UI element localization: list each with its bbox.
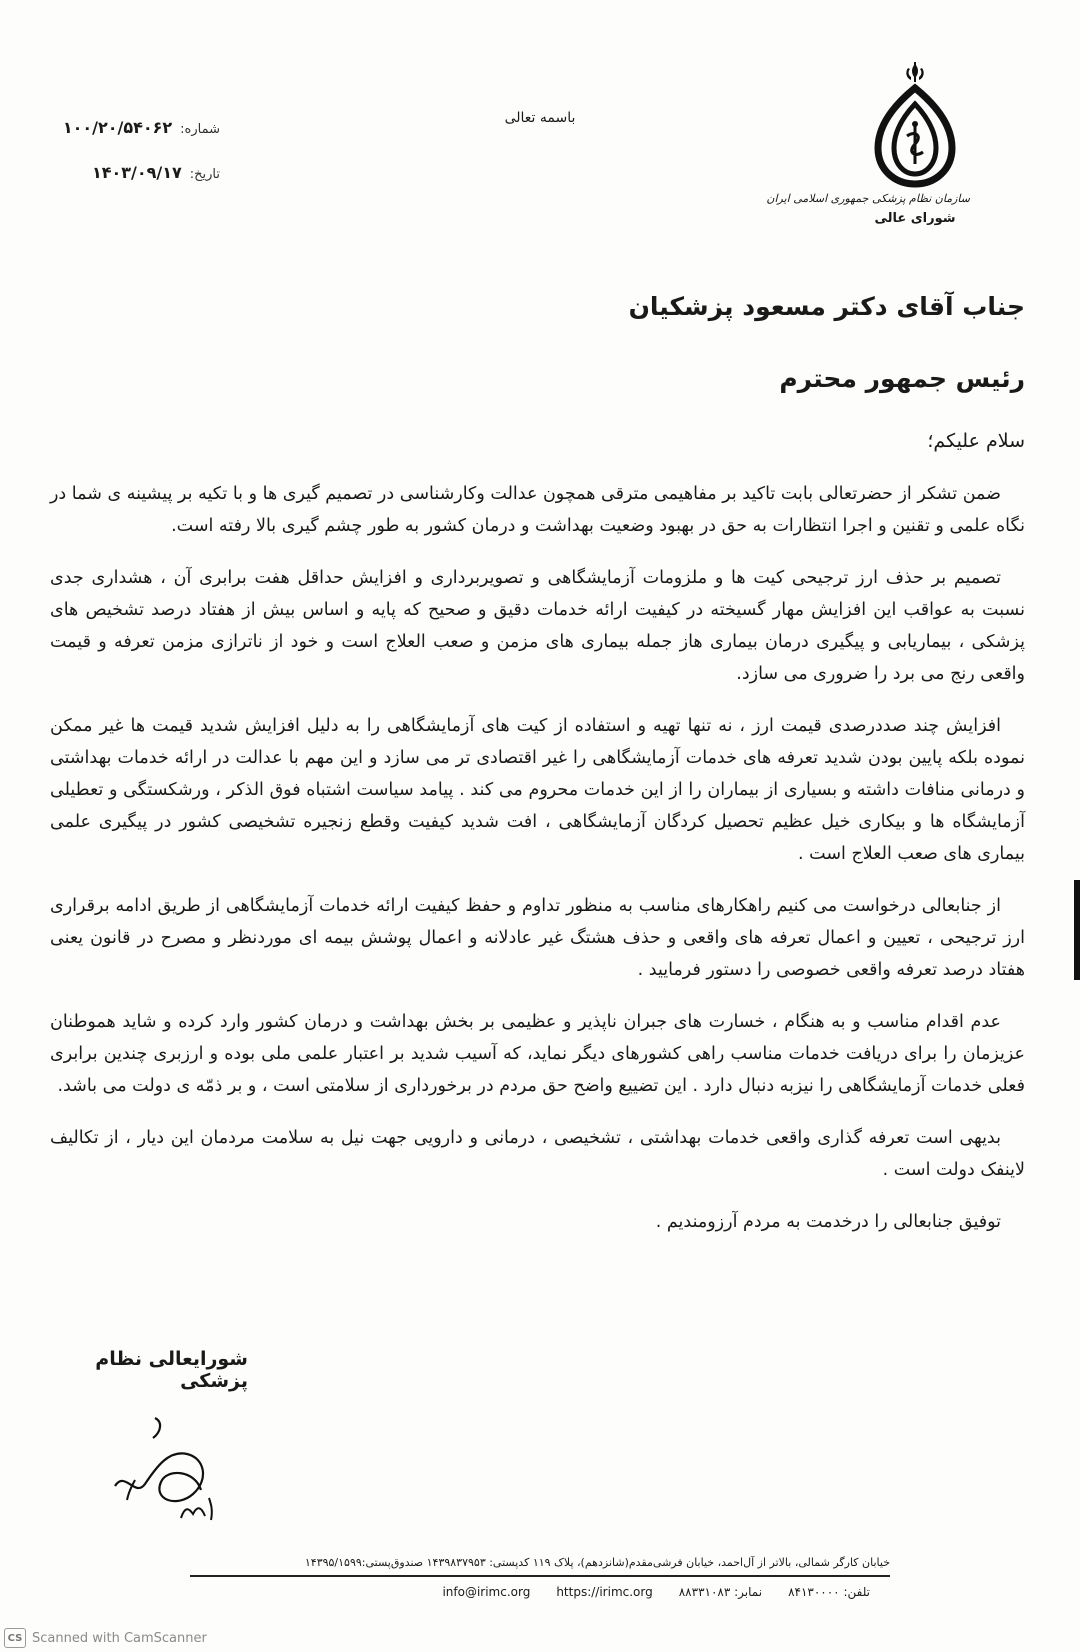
closing-line: توفیق جنابعالی را درخدمت به مردم آرزومندیم . xyxy=(655,1212,1001,1232)
footer-divider xyxy=(190,1575,890,1577)
scanner-watermark xyxy=(4,1628,207,1648)
body-paragraph: بدیهی است تعرفه گذاری واقعی خدمات بهداشتی ، تشخیصی ، درمانی و دارویی جهت نیل به سلامت مردمان این دیار ، از تکالیف لاینفک دولت است . xyxy=(50,1128,1025,1180)
body-paragraph: عدم اقدام مناسب و به هنگام ، خسارت های جبران ناپذیر و عظیمی بر بخش بهداشت و درمان کشور وارد کرده و شاید هموطنان عزیزمان را برای دریافت خدمات مناسب راهی کشورهای دیگر نماید، که آسیب شدید بر اعتبار علمی ملی بوده و ارزبری چندین برابری فعلی خدمات آزمایشگاهی را نیزبه دنبال دارد . این تضییع واضح حق مردم در برخورداری از سلامتی است ، و بر ذمّه ی دولت می باشد. xyxy=(50,1012,1025,1096)
footer-website-link[interactable]: https://irimc.org xyxy=(556,1585,653,1599)
letter-date-row xyxy=(40,163,220,182)
irimc-emblem-icon xyxy=(872,60,958,190)
camscanner-logo-icon: CS xyxy=(4,1628,26,1648)
footer-fax: نمابر: ۸۸۳۳۱۰۸۳ xyxy=(678,1585,763,1599)
body-paragraph: افزایش چند صددرصدی قیمت ارز ، نه تنها تهیه و استفاده از کیت های آزمایشگاهی را به دلیل افزایش شدید قیمت ها غیر ممکن نموده بلکه پایین بودن شدید تعرفه های خدمات آزمایشگاهی را غیر اقتصادی تر می سازد و این مهم با عدالت در ارائه خدمات بهداشتی و درمانی منافات داشته و بسیاری از بیماران را از این خدمات محروم می کند . پیامد سیاست اشتباه فوق الذکر ، ورشکستگی و تعطیلی آزمایشگاه ها و بیکاری خیل عظیم تحصیل کردگان آزمایشگاهی ، افت شدید کیفیت وقطع زنجیره تشخیصی کشور در پیگیری علمی بیماری های صعب العلاج است . xyxy=(50,716,1025,864)
salutation: سلام علیکم؛ xyxy=(927,430,1025,452)
letter-number-row xyxy=(40,118,220,137)
logo-block xyxy=(766,60,970,226)
letter-body xyxy=(50,478,1025,1258)
organization-subunit: شورای عالی xyxy=(874,211,956,226)
scanner-watermark-text: Scanned with CamScanner xyxy=(32,1630,207,1646)
letter-footer xyxy=(190,1556,890,1599)
body-paragraph: ضمن تشکر از حضرتعالی بابت تاکید بر مفاهیمی مترقی همچون عدالت وکارشناسی در تصمیم گیری ها و با تکیه بر پیشینه ی شما در نگاه علمی و تقنین و اجرا انتظارات به حق در بهبود وضعیت بهداشت و درمان کشور به طور چشم گیری بالا رفته است. xyxy=(49,484,1025,536)
scan-edge-mark xyxy=(1074,880,1080,980)
organization-name: سازمان نظام پزشکی جمهوری اسلامی ایران xyxy=(766,192,970,205)
sender-name: شورایعالی نظام پزشکی xyxy=(95,1348,248,1392)
recipient-name: جناب آقای دکتر مسعود پزشکیان xyxy=(628,292,1025,321)
body-paragraph: تصمیم بر حذف ارز ترجیحی کیت ها و ملزومات آزمایشگاهی و تصویربرداری و افزایش حداقل هفت برابری آن ، هشداری جدی نسبت به عواقب این افزایش مهار گسیخته در کیفیت ارائه خدمات دقیق و صحیح که پایه و اساس بیش از هفتاد درصد تشخیص های پزشکی ، بیماریابی و پیگیری درمان بیماری هاز جمله بیماری های مزمن و صعب العلاج است و خود از ناترازی مزمن تعرفه و قیمت واقعی رنج می برد را ضروری می سازد. xyxy=(50,568,1025,684)
footer-contacts xyxy=(190,1585,890,1599)
letter-number-value: ۱۰۰/۲۰/۵۴۰۶۲ xyxy=(62,118,173,137)
footer-phone: تلفن: ۸۴۱۳۰۰۰۰ xyxy=(788,1585,870,1599)
letter-number-label: شماره: xyxy=(180,122,220,137)
footer-email-link[interactable]: info@irimc.org xyxy=(442,1585,531,1599)
letter-meta xyxy=(40,118,220,208)
letter-date-value: ۱۴۰۳/۰۹/۱۷ xyxy=(91,163,182,182)
recipient-title: رئیس جمهور محترم xyxy=(779,364,1025,393)
body-paragraph: از جنابعالی درخواست می کنیم راهکارهای مناسب به منظور تداوم و حفظ کیفیت ارائه خدمات آزمایشگاهی از طریق ادامه برقراری ارز ترجیحی ، تعیین و اعمال تعرفه های واقعی و حذف هشتگ غیر عادلانه و اعمال پوشش بیمه ای موردنظر و مصرح در قانون یعنی هفتاد درصد تعرفه واقعی خصوصی را دستور فرمایید . xyxy=(50,896,1025,980)
letter-date-label: تاریخ: xyxy=(189,167,220,182)
bismillah-heading: باسمه تعالی xyxy=(504,110,576,126)
handwritten-signature xyxy=(105,1410,245,1530)
footer-address: خیابان کارگر شمالی، بالاتر از آل‌احمد، خیابان فرشی‌مقدم(شانزدهم)، پلاک ۱۱۹ کدپستی: ۱۴۳۹۸۳۷۹۵۳ صندوق‌پستی:۱۴۳۹۵/۱۵۹۹ xyxy=(304,1556,890,1569)
